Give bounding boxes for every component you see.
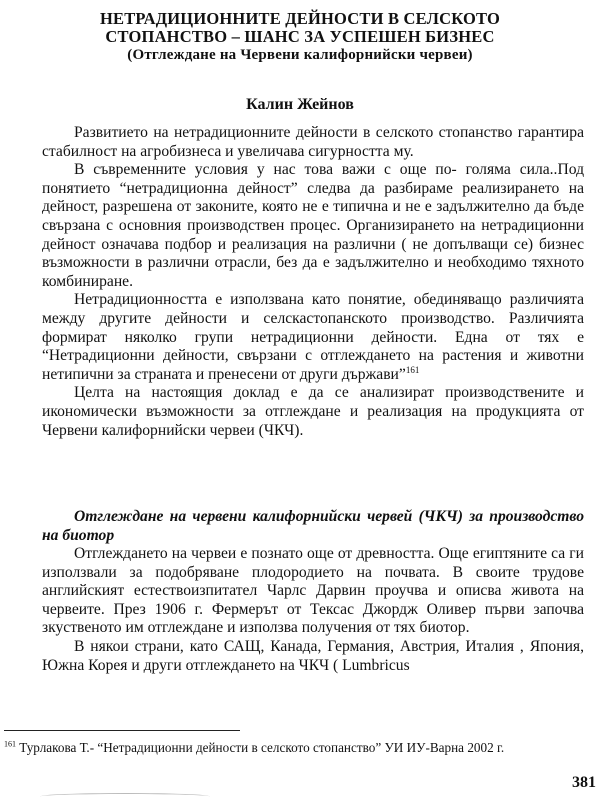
section-heading: Отглеждане на червени калифорнийски червей (ЧКЧ) за производство на биотор — [42, 508, 584, 544]
title-line-2: СТОПАНСТВО – ШАНС ЗА УСПЕШЕН БИЗНЕС — [105, 27, 495, 46]
title-line-1: НЕТРАДИЦИОННИТЕ ДЕЙНОСТИ В СЕЛСКОТО — [99, 9, 501, 28]
intro-section — [42, 124, 584, 440]
footnote-text: Турлакова Т.- “Нетрадиционни дейности в селското стопанство” УИ ИУ-Варна 2002 г. — [16, 740, 505, 755]
section-body — [42, 545, 584, 675]
paragraph: В някои страни, като САЩ, Канада, Германия, Австрия, Италия , Япония, Южна Корея и други отглеждането на ЧКЧ ( Lumbricus — [42, 637, 584, 674]
paragraph-text: Нетрадиционността е използвана като понятие, обединяващо различията между другите дейности и селскастопанското производство. Различията формират няколко групи нетрадиционни дейности. Една от тях е “Нетрадиционни дейности, свързани с отглеждането на растения и животни нетипични за страната и пренесени от други държави” — [42, 291, 584, 383]
footnote-reference[interactable]: 161 — [405, 364, 420, 375]
scan-artifact — [40, 793, 210, 800]
footnote — [4, 740, 576, 756]
page-number: 381 — [572, 774, 596, 791]
paragraph: Развитието на нетрадиционните дейности в селското стопанство гарантира стабилност на агробизнеса и увеличава сигурността му. — [42, 124, 584, 160]
footnote-number: 161 — [4, 739, 16, 749]
author-name: Калин Жейнов — [246, 96, 354, 113]
paragraph: Целта на настоящия доклад е да се анализират производствените и икономически възможности за отглеждане и реализация на продукцията от Червени калифорнийски червеи (ЧКЧ). — [42, 384, 584, 439]
paragraph: В съвременните условия у нас това важи с още по- голяма сила..Под понятието “нетрадиционна дейност” следва да разбираме реализирането на дейност, разрешена от законите, която не е типична и не е задължително да бъде свързана с основния производствен процес. Организирането на нетрадиционни дейност означава подбор и реализация на различни ( не допълващи се) бизнес възможности в различни отрасли, без да е задължително и необходимо тяхното комбиниране. — [42, 161, 584, 290]
footnote-divider — [4, 730, 240, 731]
paragraph — [42, 291, 584, 384]
paragraph: Отглеждането на червеи е познато още от древността. Още египтяните са ги използвали за подобряване плодородието на почвата. В своите трудове английският естествоизпитател Чарлс Дарвин проучва и описва живота на червеите. През 1906 г. Фермерът от Тексас Джордж Оливер първи започва зкуственото им отглеждане и използва получения от тях биотор. — [42, 545, 584, 637]
subtitle: (Отглеждане на Червени калифорнийски червеи) — [127, 47, 473, 63]
